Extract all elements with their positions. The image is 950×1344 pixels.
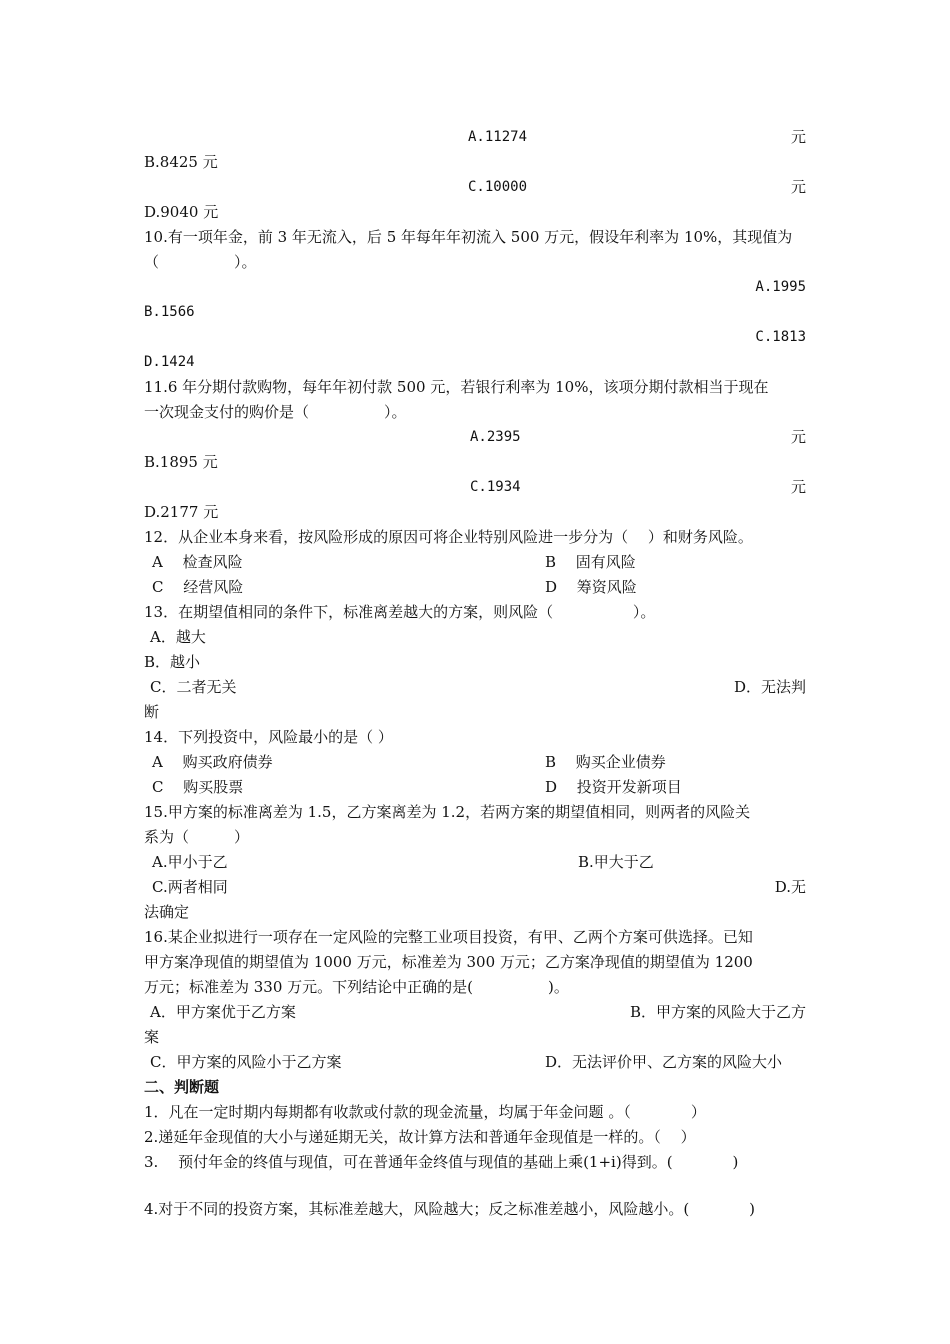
- q11-option-b: B.1895 元: [144, 453, 218, 471]
- judgment-item: 2.递延年金现值的大小与递延期无关，故计算方法和普通年金现值是一样的。（ ）: [144, 1128, 696, 1146]
- q15-option-a: A.甲小于乙: [152, 853, 228, 871]
- q16-option-d: D．无法评价甲、乙方案的风险大小: [545, 1053, 783, 1071]
- q9-option-a-unit: 元: [790, 128, 806, 146]
- q10-stem-line1: 10.有一项年金，前 3 年无流入，后 5 年每年年初流入 500 万元，假设年利率为 10%，其现值为: [144, 228, 793, 246]
- q16-option-b-wrap: 案: [144, 1028, 160, 1046]
- q10-stem-line2: （ ）。: [144, 253, 257, 271]
- q16-stem-line2: 甲方案净现值的期望值为 1000 万元，标准差为 300 万元；乙方案净现值的期望值为 1200: [144, 953, 753, 971]
- q15-stem-line2: 系为（ ）: [144, 828, 250, 846]
- q11-option-d: D.2177 元: [144, 503, 219, 521]
- q14-option-c: C 购买股票: [152, 778, 244, 796]
- q16-option-b: B．甲方案的风险大于乙方: [629, 1003, 806, 1021]
- q12-option-b: B 固有风险: [545, 553, 636, 571]
- q14-option-a: A 购买政府债券: [152, 753, 273, 771]
- q13-option-c: C．二者无关: [150, 678, 237, 696]
- q15-option-b: B.甲大于乙: [578, 853, 654, 871]
- q14-option-d: D 投资开发新项目: [545, 778, 682, 796]
- q16-option-a: A．甲方案优于乙方案: [150, 1003, 296, 1021]
- q11-option-a-unit: 元: [790, 428, 806, 446]
- q12-stem: 12．从企业本身来看，按风险形成的原因可将企业特别风险进一步分为（ ）和财务风险。: [144, 528, 753, 546]
- judgment-item: 1．凡在一定时期内每期都有收款或付款的现金流量，均属于年金问题 。（ ）: [144, 1103, 706, 1121]
- q13-option-b: B．越小: [144, 653, 201, 671]
- q13-option-a: A．越大: [150, 628, 206, 646]
- q11-stem-line2: 一次现金支付的购价是（ ）。: [144, 403, 407, 421]
- q9-option-d: D.9040 元: [144, 203, 219, 221]
- q10-option-c: C.1813: [755, 329, 806, 345]
- q10-option-b: B.1566: [144, 304, 195, 320]
- q16-stem-line3: 万元；标准差为 330 万元。下列结论中正确的是( )。: [144, 978, 569, 996]
- q12-option-a: A 检查风险: [152, 553, 243, 571]
- q13-option-d: D．无法判: [733, 678, 806, 696]
- q16-stem-line1: 16.某企业拟进行一项存在一定风险的完整工业项目投资，有甲、乙两个方案可供选择。已知: [144, 928, 753, 946]
- q11-option-c: C.1934: [470, 479, 521, 495]
- q14-option-b: B 购买企业债券: [545, 753, 666, 771]
- q10-option-a: A.1995: [755, 279, 806, 295]
- q11-option-c-unit: 元: [790, 478, 806, 496]
- q15-stem-line1: 15.甲方案的标准离差为 1.5，乙方案离差为 1.2，若两方案的期望值相同，则两者的风险关: [144, 803, 751, 821]
- q15-option-c: C.两者相同: [152, 878, 228, 896]
- q14-stem: 14．下列投资中，风险最小的是（ ）: [144, 728, 393, 746]
- judgment-item: 3. 预付年金的终值与现值，可在普通年金终值与现值的基础上乘(1+i)得到。( ): [144, 1153, 739, 1171]
- q16-option-c: C．甲方案的风险小于乙方案: [150, 1053, 342, 1071]
- q15-option-d-wrap: 法确定: [144, 903, 190, 921]
- q9-option-c-unit: 元: [790, 178, 806, 196]
- q9-option-b: B.8425 元: [144, 153, 218, 171]
- q11-option-a: A.2395: [470, 429, 521, 445]
- q15-option-d: D.无: [774, 878, 806, 896]
- q12-option-c: C 经营风险: [152, 578, 244, 596]
- q9-option-c: C.10000: [468, 179, 528, 195]
- q10-option-d: D.1424: [144, 354, 195, 370]
- judgment-item: 4.对于不同的投资方案，其标准差越大，风险越大；反之标准差越小，风险越小。( ): [144, 1200, 756, 1218]
- q12-option-d: D 筹资风险: [545, 578, 637, 596]
- q13-option-d-wrap: 断: [144, 703, 160, 721]
- q9-option-a: A.11274: [468, 129, 528, 145]
- section-title-judgment: 二、判断题: [144, 1078, 220, 1096]
- q11-stem-line1: 11.6 年分期付款购物，每年年初付款 500 元，若银行利率为 10%，该项分期付款相当于现在: [144, 378, 769, 396]
- q13-stem: 13．在期望值相同的条件下，标准离差越大的方案，则风险（ ）。: [144, 603, 656, 621]
